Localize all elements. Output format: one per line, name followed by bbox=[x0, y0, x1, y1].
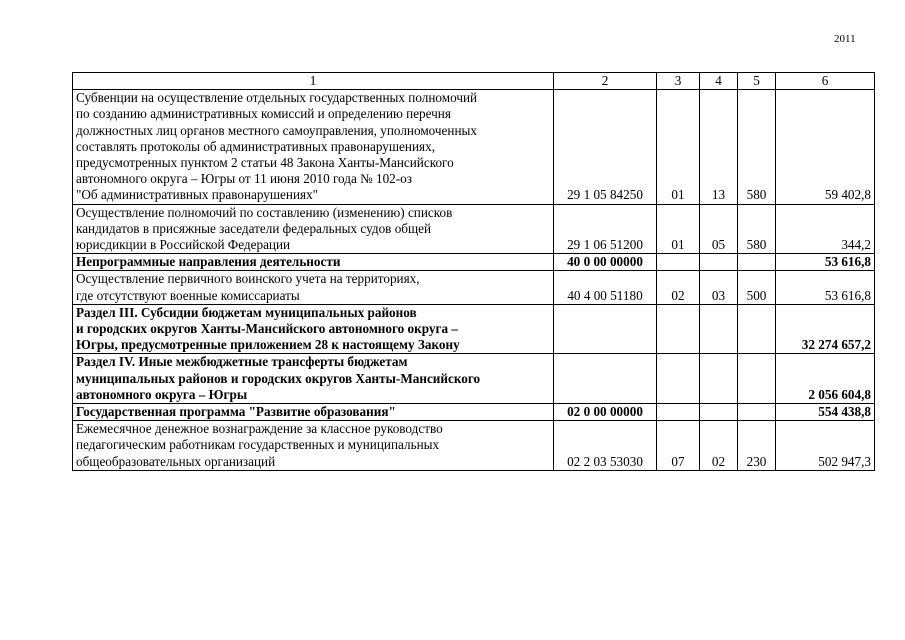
row-subsection bbox=[700, 404, 738, 421]
row-sum: 59 402,8 bbox=[776, 90, 875, 204]
table-header-row bbox=[73, 73, 875, 90]
row-expense-type: 230 bbox=[738, 421, 776, 471]
row-sum: 2 056 604,8 bbox=[776, 354, 875, 404]
row-name: Осуществление первичного воинского учета на территориях, где отсутствуют военные комиссариаты bbox=[73, 271, 554, 304]
table-row bbox=[73, 90, 875, 204]
header-cell-3: 3 bbox=[657, 73, 700, 90]
row-section: 01 bbox=[657, 90, 700, 204]
table-row bbox=[73, 304, 875, 354]
row-subsection bbox=[700, 354, 738, 404]
header-cell-1: 1 bbox=[73, 73, 554, 90]
row-name: Государственная программа "Развитие образования" bbox=[73, 404, 554, 421]
row-code: 02 0 00 00000 bbox=[554, 404, 657, 421]
header-cell-5: 5 bbox=[738, 73, 776, 90]
budget-table bbox=[72, 72, 875, 471]
header-cell-6: 6 bbox=[776, 73, 875, 90]
row-code: 02 2 03 53030 bbox=[554, 421, 657, 471]
row-sum: 53 616,8 bbox=[776, 271, 875, 304]
row-name: Непрограммные направления деятельности bbox=[73, 254, 554, 271]
row-sum: 344,2 bbox=[776, 204, 875, 254]
row-code: 29 1 05 84250 bbox=[554, 90, 657, 204]
row-code bbox=[554, 304, 657, 354]
row-expense-type: 580 bbox=[738, 90, 776, 204]
row-subsection bbox=[700, 304, 738, 354]
row-subsection: 03 bbox=[700, 271, 738, 304]
header-cell-2: 2 bbox=[554, 73, 657, 90]
row-section bbox=[657, 404, 700, 421]
row-code bbox=[554, 354, 657, 404]
row-code: 40 4 00 51180 bbox=[554, 271, 657, 304]
row-name: Осуществление полномочий по составлению (изменению) списков кандидатов в присяжные заседатели федеральных судов общей юрисдикции в Российской Федерации bbox=[73, 204, 554, 254]
table-row bbox=[73, 354, 875, 404]
row-name: Раздел IV. Иные межбюджетные трансферты бюджетам муниципальных районов и городских округов Ханты-Мансийского автономного округа – Югры bbox=[73, 354, 554, 404]
row-name: Ежемесячное денежное вознаграждение за классное руководство педагогическим работникам государственных и муниципальных общеобразовательных организаций bbox=[73, 421, 554, 471]
row-section: 02 bbox=[657, 271, 700, 304]
row-expense-type: 500 bbox=[738, 271, 776, 304]
table-row bbox=[73, 254, 875, 271]
row-expense-type bbox=[738, 404, 776, 421]
table-row bbox=[73, 404, 875, 421]
row-section bbox=[657, 304, 700, 354]
row-subsection bbox=[700, 254, 738, 271]
table-row bbox=[73, 204, 875, 254]
row-sum: 502 947,3 bbox=[776, 421, 875, 471]
row-subsection: 05 bbox=[700, 204, 738, 254]
row-expense-type bbox=[738, 354, 776, 404]
row-expense-type bbox=[738, 254, 776, 271]
row-section bbox=[657, 354, 700, 404]
row-name: Раздел III. Субсидии бюджетам муниципальных районов и городских округов Ханты-Мансийского автономного округа – Югры, предусмотренные приложением 28 к настоящему Закону bbox=[73, 304, 554, 354]
row-section bbox=[657, 254, 700, 271]
row-code: 40 0 00 00000 bbox=[554, 254, 657, 271]
page-number: 2011 bbox=[834, 33, 856, 45]
table-row bbox=[73, 421, 875, 471]
row-subsection: 02 bbox=[700, 421, 738, 471]
row-section: 01 bbox=[657, 204, 700, 254]
row-sum: 32 274 657,2 bbox=[776, 304, 875, 354]
row-section: 07 bbox=[657, 421, 700, 471]
row-code: 29 1 06 51200 bbox=[554, 204, 657, 254]
row-sum: 554 438,8 bbox=[776, 404, 875, 421]
row-name: Субвенции на осуществление отдельных государственных полномочий по созданию административных комиссий и определению перечня должностных лиц органов местного самоуправления, уполномоченных составлять протоколы об административных правонарушениях, предусмотренных пунктом 2 статьи 48 Закона Ханты-Мансийского автономного округа – Югры от 11 июня 2010 года № 102-оз "Об административных правонарушениях" bbox=[73, 90, 554, 204]
row-expense-type: 580 bbox=[738, 204, 776, 254]
row-sum: 53 616,8 bbox=[776, 254, 875, 271]
header-cell-4: 4 bbox=[700, 73, 738, 90]
row-subsection: 13 bbox=[700, 90, 738, 204]
table-row bbox=[73, 271, 875, 304]
row-expense-type bbox=[738, 304, 776, 354]
